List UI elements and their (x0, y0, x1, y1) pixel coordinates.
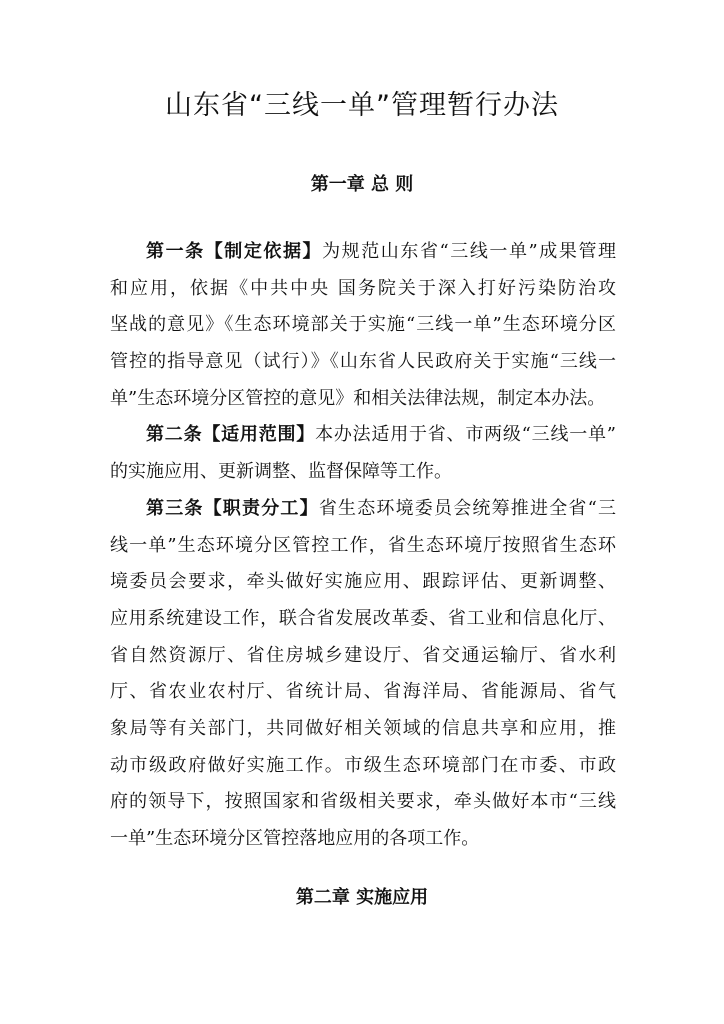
document-body (110, 234, 616, 858)
article-1-line-1 (110, 234, 616, 271)
article-2-text: 本办法适用于省、市两级“三线一单” (315, 424, 616, 446)
article-1-line-2: 和应用，依据《中共中央 国务院关于深入打好污染防治攻 (110, 277, 616, 299)
article-3-line-5: 省自然资源厅、省住房城乡建设厅、省交通运输厅、省水利 (110, 644, 616, 666)
article-1-line-5: 单”生态环境分区管控的意见》和相关法律法规，制定本办法。 (110, 387, 606, 409)
article-3-line-4: 应用系统建设工作，联合省发展改革委、省工业和信息化厅、 (110, 607, 616, 629)
article-2-line-1 (110, 417, 616, 454)
article-3-line-10: 一单”生态环境分区管控落地应用的各项工作。 (110, 828, 480, 849)
article-2-line-2: 的实施应用、更新调整、监督保障等工作。 (110, 461, 452, 483)
article-1-text: 为规范山东省“三线一单”成果管理 (322, 241, 616, 262)
article-1-heading: 第一条【制定依据】 (146, 241, 323, 262)
chapter-heading-1: 第一章 总 则 (310, 174, 414, 195)
article-3-line-6: 厅、省农业农村厅、省统计局、省海洋局、省能源局、省气 (110, 681, 616, 703)
article-3-line-1 (110, 491, 616, 528)
article-1-line-4: 管控的指导意见（试行）》《山东省人民政府关于实施“三线一 (110, 351, 616, 373)
article-3-line-8: 动市级政府做好实施工作。市级生态环境部门在市委、市政 (110, 754, 616, 776)
article-3-line-9: 府的领导下，按照国家和省级相关要求，牵头做好本市“三线 (110, 791, 616, 813)
article-2-heading: 第二条【适用范围】 (146, 424, 316, 446)
article-3-line-3: 境委员会要求，牵头做好实施应用、跟踪评估、更新调整、 (110, 571, 616, 593)
article-3-line-2: 线一单”生态环境分区管控工作，省生态环境厅按照省生态环 (110, 534, 616, 556)
chapter-heading-2: 第二章 实施应用 (295, 887, 429, 908)
article-3-heading: 第三条【职责分工】 (146, 497, 319, 519)
document-title: 山东省“三线一单”管理暂行办法 (165, 90, 559, 121)
article-3-line-7: 象局等有关部门，共同做好相关领域的信息共享和应用，推 (110, 717, 616, 739)
article-1-line-3: 坚战的意见》《生态环境部关于实施“三线一单”生态环境分区 (110, 314, 616, 336)
article-3-text: 省生态环境委员会统筹推进全省“三 (318, 497, 616, 519)
